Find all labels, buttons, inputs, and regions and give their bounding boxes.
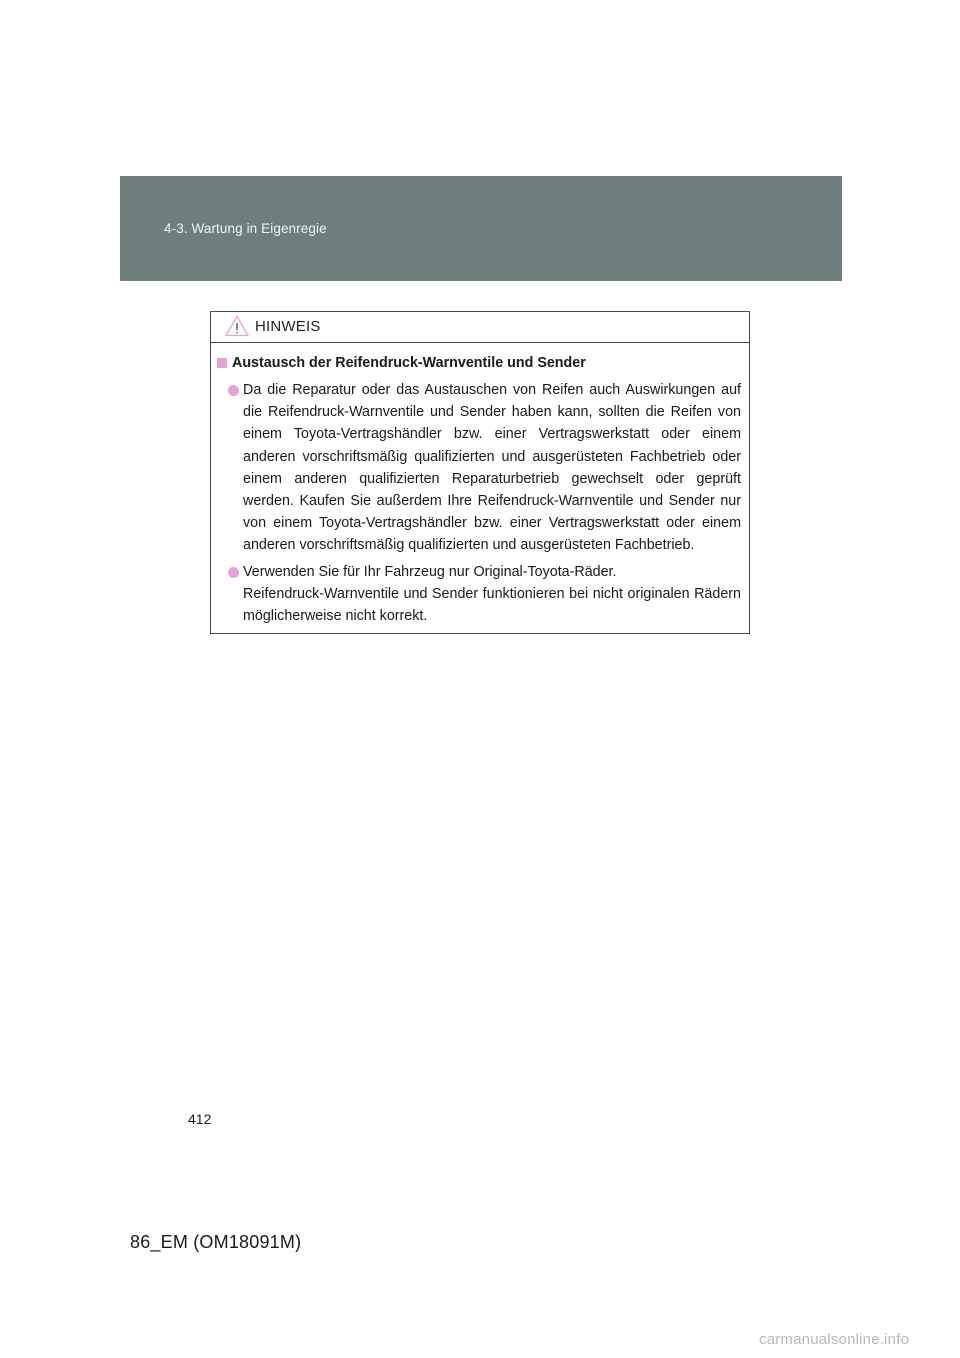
section-label: 4-3. Wartung in Eigenregie: [164, 221, 327, 236]
notice-header: [211, 312, 749, 343]
page-number: 412: [188, 1111, 212, 1127]
notice-section-heading: [217, 353, 741, 373]
round-bullet-icon: [228, 385, 239, 396]
notice-box: [210, 311, 750, 634]
notice-section-title: Austausch der Reifendruck-Warnventile und Sender: [232, 355, 586, 371]
section-header-band: [120, 176, 842, 281]
document-code: 86_EM (OM18091M): [130, 1232, 302, 1252]
notice-item-line: Reifendruck-Warnventile und Sender funktionieren bei nicht originalen Rädern möglicherweise nicht korrekt.: [243, 585, 741, 625]
warning-triangle-icon: [225, 315, 249, 337]
notice-body: [211, 343, 749, 631]
round-bullet-icon: [228, 567, 239, 578]
notice-list-item: [217, 561, 741, 628]
notice-item-text: Da die Reparatur oder das Austauschen von Reifen auch Auswirkungen auf die Reifendruck-Warnventile und Sender haben kann, sollten die Reifen von einem Toyota-Vertragshändler bzw. einer Vertragswerkstatt oder einem anderen vorschriftsmäßig qualifizierten und ausgerüsteten Fachbetrieb oder einem anderen qualifizierten Reparaturbetrieb gewechselt oder geprüft werden. Kaufen Sie außerdem Ihre Reifendruck-Warnventile und Sender nur von einem Toyota-Vertragshändler bzw. einer Vertragswerkstatt oder einem anderen vorschriftsmäßig qualifizierten und ausgerüsteten Fachbetrieb.: [243, 382, 741, 554]
watermark: carmanualsonline.info: [759, 1331, 910, 1348]
notice-title: HINWEIS: [255, 318, 321, 335]
notice-item-line: Verwenden Sie für Ihr Fahrzeug nur Original-Toyota-Räder.: [243, 563, 617, 580]
square-bullet-icon: [217, 358, 227, 368]
notice-list-item: [217, 379, 741, 557]
